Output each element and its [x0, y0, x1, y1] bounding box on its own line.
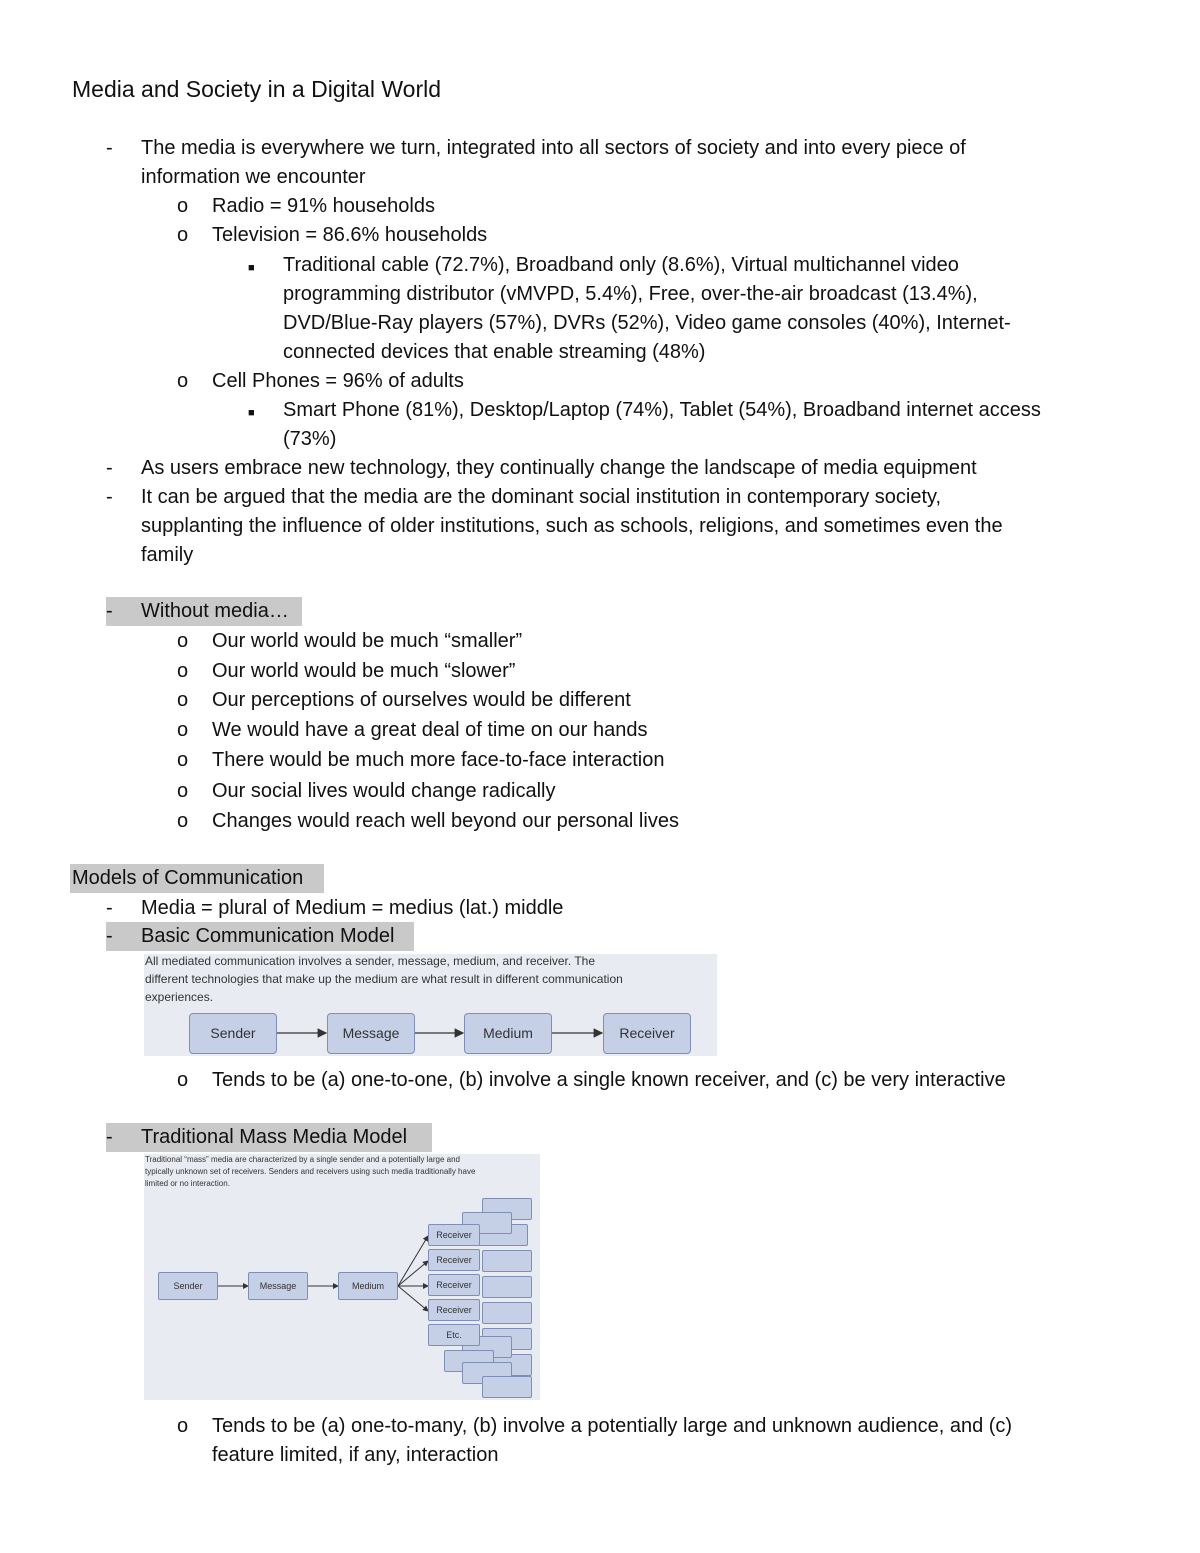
circle-bullet: o — [177, 810, 189, 832]
tv-detail-line2: programming distributor (vMVPD, 5.4%), Free, over-the-air broadcast (13.4%), — [283, 283, 978, 305]
mass-receiver-box: Receiver — [428, 1274, 480, 1296]
without-media-item: Changes would reach well beyond our personal lives — [212, 810, 679, 832]
dash-bullet: - — [106, 486, 113, 508]
circle-bullet: o — [177, 370, 189, 392]
figure-caption: Traditional “mass” media are characterized by a single sender and a potentially large and — [145, 1155, 460, 1164]
circle-bullet: o — [177, 689, 189, 711]
page-title: Media and Society in a Digital World — [72, 76, 442, 102]
dash-bullet: - — [106, 457, 113, 479]
figure-caption: typically unknown set of receivers. Senders and receivers using such media traditionally have — [145, 1167, 476, 1176]
without-media-item: Our perceptions of ourselves would be different — [212, 689, 631, 711]
circle-bullet: o — [177, 660, 189, 682]
dash-bullet: - — [106, 897, 113, 919]
without-media-item: There would be much more face-to-face interaction — [212, 749, 665, 771]
square-bullet: ■ — [248, 407, 255, 419]
figure-caption: different technologies that make up the medium are what result in different communication — [145, 972, 623, 986]
dash-bullet: - — [106, 137, 113, 159]
tv-detail-line3: DVD/Blue-Ray players (57%), DVRs (52%), Video game consoles (40%), Internet- — [283, 312, 1011, 334]
cell-detail-line1: Smart Phone (81%), Desktop/Laptop (74%), Tablet (54%), Broadband internet access — [283, 399, 1041, 421]
circle-bullet: o — [177, 719, 189, 741]
figure-caption: limited or no interaction. — [145, 1179, 230, 1188]
basic-model-figure — [144, 954, 717, 1056]
mass-model-note-line2: feature limited, if any, interaction — [212, 1444, 499, 1466]
mass-model-note-line1: Tends to be (a) one-to-many, (b) involve a potentially large and unknown audience, and (c) — [212, 1415, 1013, 1437]
circle-bullet: o — [177, 224, 189, 246]
circle-bullet: o — [177, 749, 189, 771]
mass-sender-box: Sender — [158, 1272, 218, 1300]
without-media-item: We would have a great deal of time on our hands — [212, 719, 648, 741]
mass-medium-box: Medium — [338, 1272, 398, 1300]
bullet-media-everywhere-line1: The media is everywhere we turn, integrated into all sectors of society and into every piece of — [141, 137, 966, 159]
basic-model-heading: Basic Communication Model — [141, 925, 395, 947]
without-media-item: Our world would be much “slower” — [212, 660, 516, 682]
circle-bullet: o — [177, 780, 189, 802]
bullet-argued-line1: It can be argued that the media are the dominant social institution in contemporary society, — [141, 486, 942, 508]
television-stat: Television = 86.6% households — [212, 224, 488, 246]
mass-receiver-box: Receiver — [428, 1224, 480, 1246]
mass-etc-box: Etc. — [428, 1324, 480, 1346]
cell-stat: Cell Phones = 96% of adults — [212, 370, 464, 392]
sender-box: Sender — [189, 1013, 277, 1054]
media-definition: Media = plural of Medium = medius (lat.) middle — [141, 897, 564, 919]
mass-model-figure — [144, 1154, 540, 1400]
figure-caption: All mediated communication involves a sender, message, medium, and receiver. The — [145, 954, 596, 968]
bullet-argued-line3: family — [141, 544, 194, 566]
radio-stat: Radio = 91% households — [212, 195, 435, 217]
dash-bullet: - — [106, 600, 113, 622]
without-media-item: Our world would be much “smaller” — [212, 630, 523, 652]
arrow — [398, 1261, 428, 1286]
tv-detail-line4: connected devices that enable streaming (48%) — [283, 341, 706, 363]
medium-box: Medium — [464, 1013, 552, 1054]
basic-model-note: Tends to be (a) one-to-one, (b) involve a single known receiver, and (c) be very interactive — [212, 1069, 1006, 1091]
message-box: Message — [327, 1013, 415, 1054]
mass-model-heading: Traditional Mass Media Model — [141, 1126, 408, 1148]
circle-bullet: o — [177, 1415, 189, 1437]
dash-bullet: - — [106, 925, 113, 947]
figure-caption: experiences. — [145, 990, 214, 1004]
bullet-media-everywhere-line2: information we encounter — [141, 166, 366, 188]
circle-bullet: o — [177, 1069, 189, 1091]
models-heading: Models of Communication — [72, 867, 304, 889]
cell-detail-line2: (73%) — [283, 428, 337, 450]
circle-bullet: o — [177, 630, 189, 652]
tv-detail-line1: Traditional cable (72.7%), Broadband only (8.6%), Virtual multichannel video — [283, 254, 959, 276]
mass-receiver-box: Receiver — [428, 1249, 480, 1271]
circle-bullet: o — [177, 195, 189, 217]
arrow — [398, 1286, 428, 1311]
square-bullet: ■ — [248, 262, 255, 274]
dash-bullet: - — [106, 1126, 113, 1148]
without-media-heading: Without media… — [141, 600, 289, 622]
arrow — [398, 1236, 428, 1286]
bullet-users-embrace: As users embrace new technology, they continually change the landscape of media equipment — [141, 457, 977, 479]
bullet-argued-line2: supplanting the influence of older institutions, such as schools, religions, and sometimes even the — [141, 515, 1003, 537]
mass-message-box: Message — [248, 1272, 308, 1300]
without-media-item: Our social lives would change radically — [212, 780, 556, 802]
mass-receiver-box: Receiver — [428, 1299, 480, 1321]
receiver-box: Receiver — [603, 1013, 691, 1054]
